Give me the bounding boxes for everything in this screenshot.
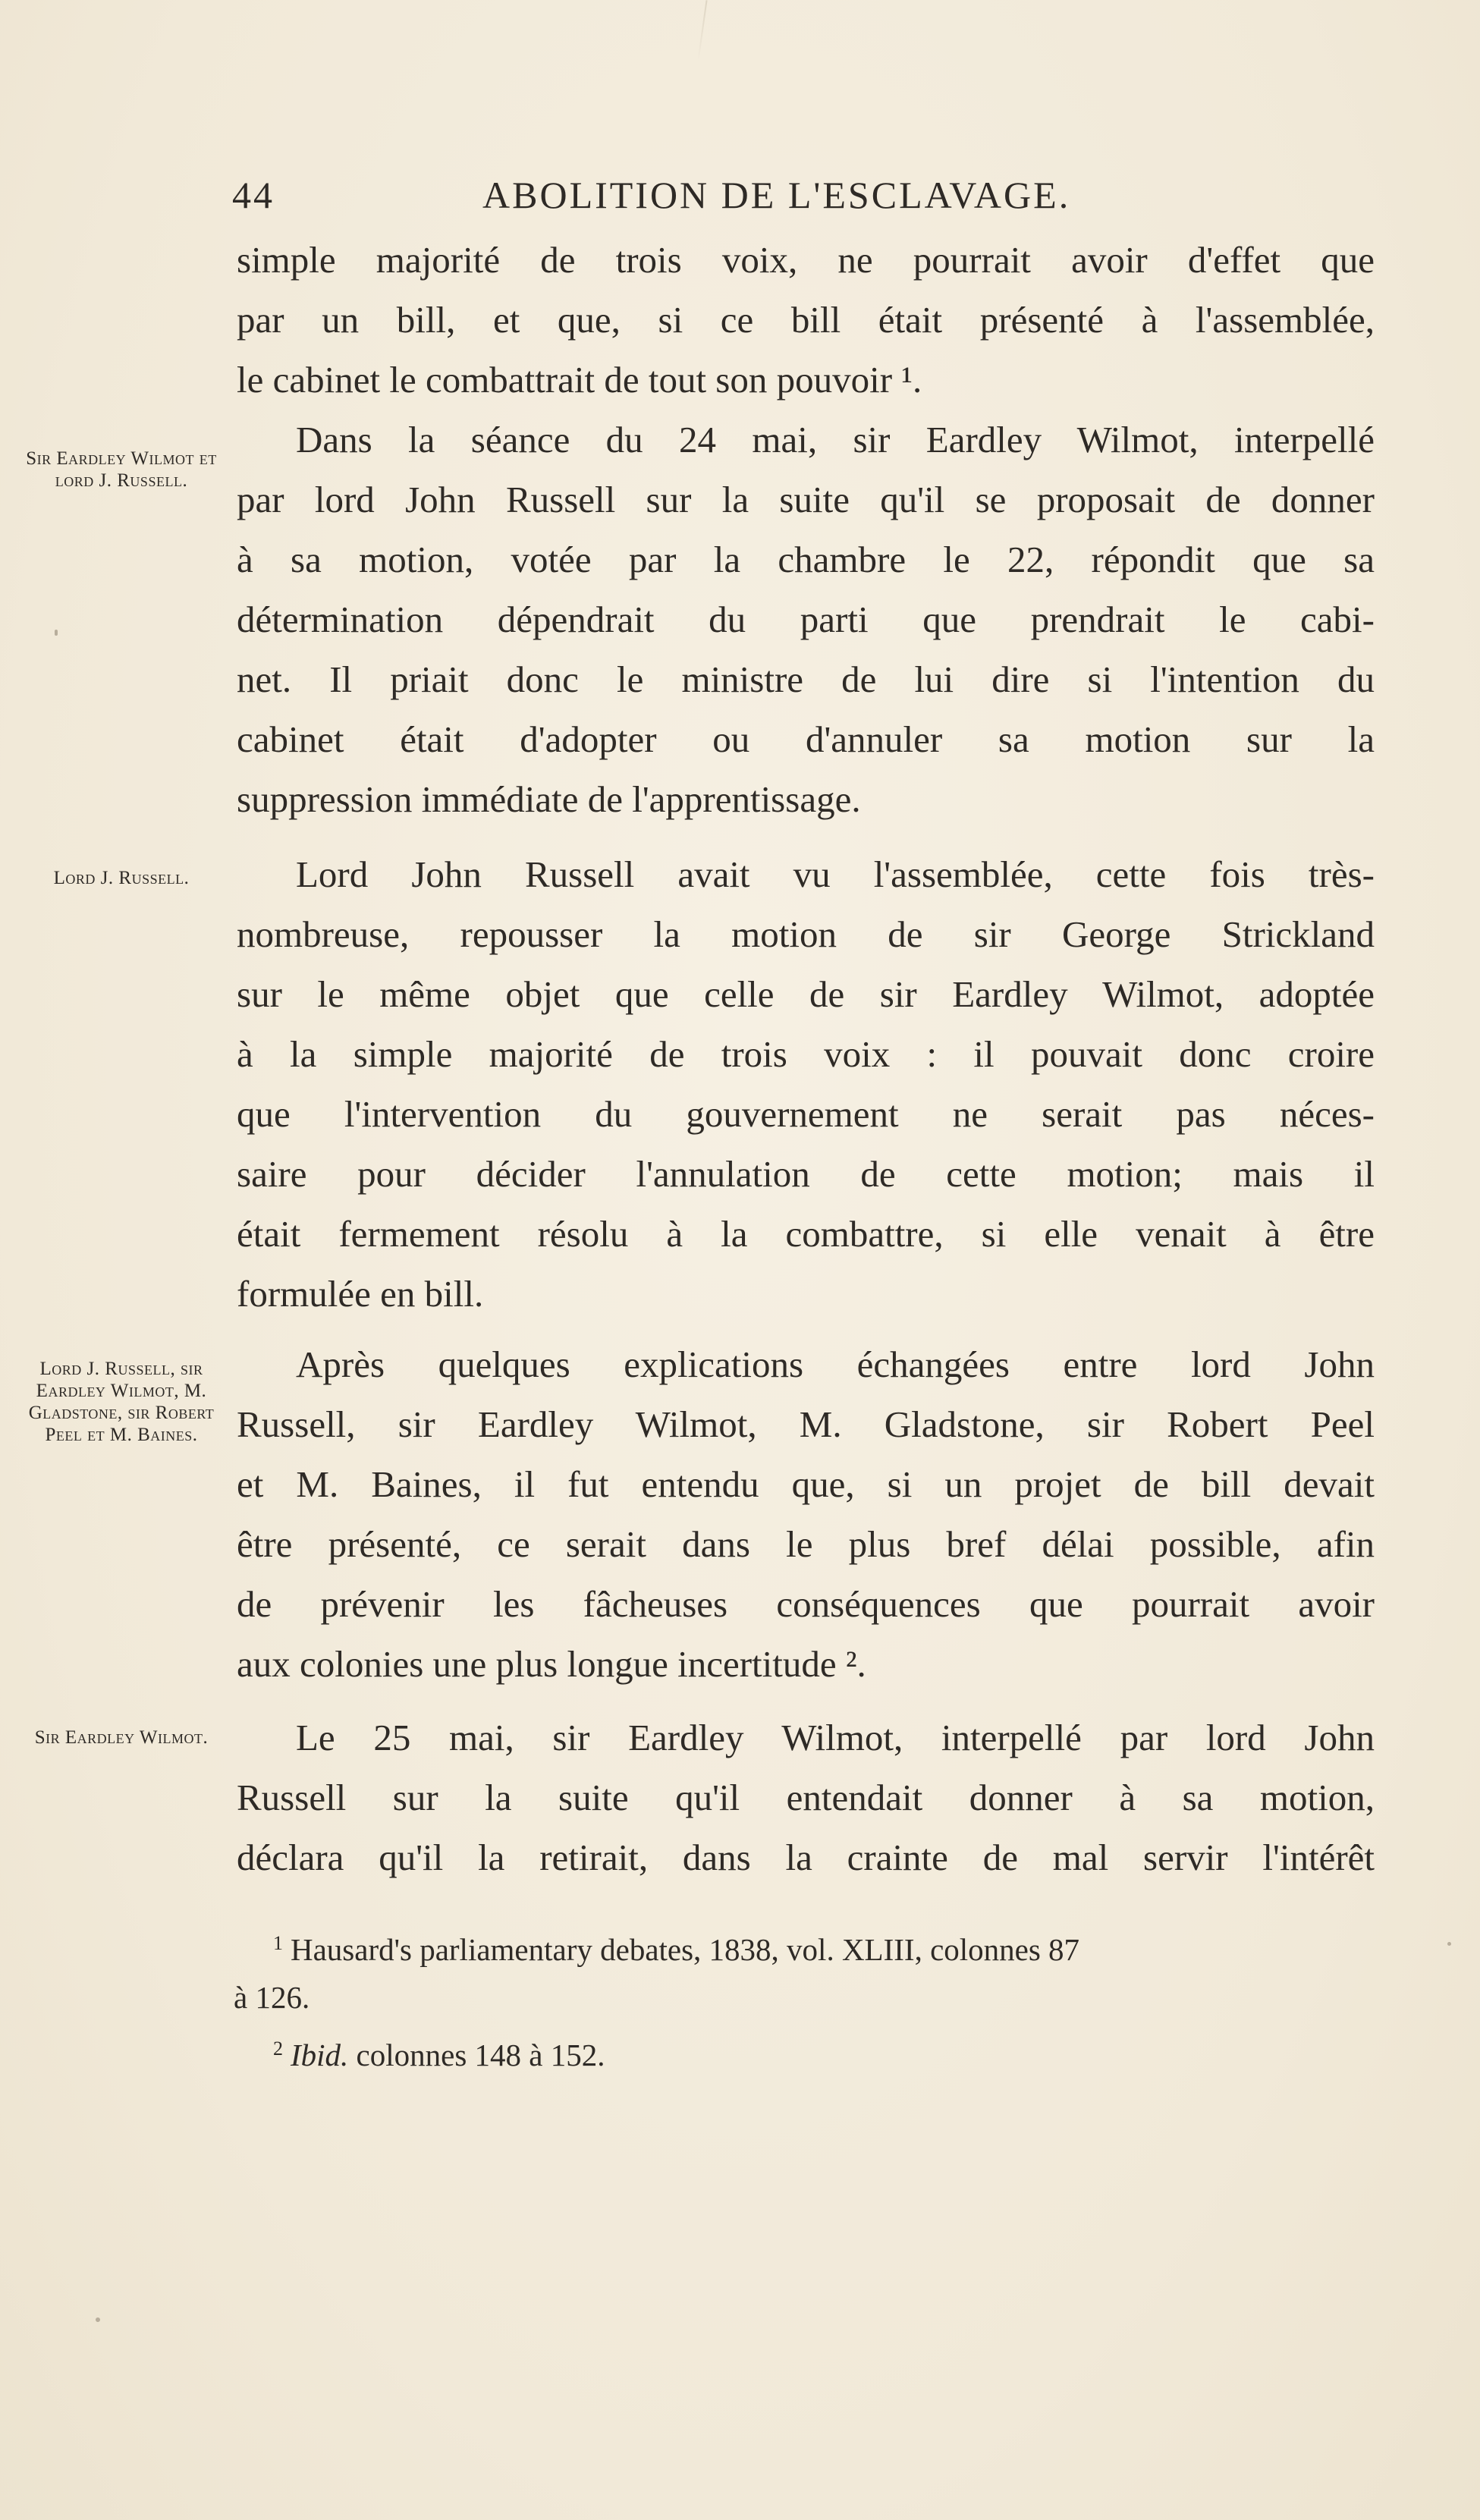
footnote-1 bbox=[273, 1923, 1411, 1970]
margin-note-lord-russell: Lord J. Russell. bbox=[53, 868, 190, 888]
margin-note-eardley-russell: Sir Eardley Wilmot et lord J. Russell. bbox=[26, 448, 217, 491]
body-line: de prévenir les fâcheuses conséquences que pourrait avoir bbox=[237, 1583, 1375, 1625]
margin-note-debate-participants: Lord J. Russell, sir Eardley Wilmot, M. Gladstone, sir Robert Peel et M. Baines. bbox=[28, 1359, 215, 1445]
body-line: formulée en bill. bbox=[237, 1273, 484, 1315]
body-line: par un bill, et que, si ce bill était présenté à l'assemblée, bbox=[237, 299, 1375, 341]
paper-speck bbox=[55, 630, 58, 636]
body-line: détermination dépendrait du parti que prendrait le cabi- bbox=[237, 599, 1375, 640]
footnote-2-ibid: Ibid. bbox=[291, 2038, 349, 2072]
footnote-1-text: Hausard's parliamentary debates, 1838, vol. XLIII, colonnes 87 bbox=[291, 1932, 1080, 1967]
footnote-2 bbox=[273, 2028, 1411, 2075]
body-line: déclara qu'il la retirait, dans la crainte de mal servir l'intérêt bbox=[237, 1837, 1375, 1878]
footnote-1-text-cont: à 126. bbox=[234, 1980, 310, 2015]
footnote-2-mark: 2 bbox=[273, 2038, 283, 2060]
body-line: à la simple majorité de trois voix : il pouvait donc croire bbox=[237, 1033, 1375, 1075]
paper-speck bbox=[96, 2317, 100, 2322]
body-line: aux colonies une plus longue incertitude ². bbox=[237, 1643, 866, 1685]
body-line: Le 25 mai, sir Eardley Wilmot, interpellé par lord John bbox=[296, 1717, 1375, 1758]
footnote-2-text: colonnes 148 à 152. bbox=[348, 2038, 605, 2072]
body-line: était fermement résolu à la combattre, si elle venait à être bbox=[237, 1213, 1375, 1255]
body-line: cabinet était d'adopter ou d'annuler sa motion sur la bbox=[237, 718, 1375, 760]
paper-speck bbox=[1447, 1942, 1451, 1946]
paper-fold-mark bbox=[697, 0, 707, 60]
body-line: Russell, sir Eardley Wilmot, M. Gladstone, sir Robert Peel bbox=[237, 1403, 1375, 1445]
body-line: net. Il priait donc le ministre de lui dire si l'intention du bbox=[237, 658, 1375, 700]
footnote-1-continuation bbox=[234, 1977, 1372, 2018]
body-line: sur le même objet que celle de sir Eardley Wilmot, adoptée bbox=[237, 973, 1375, 1015]
body-line: par lord John Russell sur la suite qu'il se proposait de donner bbox=[237, 479, 1375, 520]
margin-note-eardley-wilmot: Sir Eardley Wilmot. bbox=[34, 1727, 209, 1748]
running-header bbox=[232, 173, 1378, 222]
body-line: être présenté, ce serait dans le plus bref délai possible, afin bbox=[237, 1523, 1375, 1565]
body-line: suppression immédiate de l'apprentissage. bbox=[237, 778, 861, 820]
body-line: saire pour décider l'annulation de cette motion; mais il bbox=[237, 1153, 1375, 1195]
body-line: Russell sur la suite qu'il entendait donner à sa motion, bbox=[237, 1777, 1375, 1818]
body-line: que l'intervention du gouvernement ne serait pas néces- bbox=[237, 1093, 1375, 1135]
body-line: à sa motion, votée par la chambre le 22, répondit que sa bbox=[237, 539, 1375, 580]
body-line: Lord John Russell avait vu l'assemblée, cette fois très- bbox=[296, 853, 1375, 895]
page-number: 44 bbox=[232, 174, 275, 216]
footnote-1-mark: 1 bbox=[273, 1932, 283, 1954]
body-line: nombreuse, repousser la motion de sir George Strickland bbox=[237, 913, 1375, 955]
body-line: et M. Baines, il fut entendu que, si un projet de bill devait bbox=[237, 1463, 1375, 1505]
body-line: le cabinet le combattrait de tout son pouvoir ¹. bbox=[237, 359, 922, 401]
body-line: Après quelques explications échangées entre lord John bbox=[296, 1343, 1375, 1385]
body-line: simple majorité de trois voix, ne pourrait avoir d'effet que bbox=[237, 239, 1375, 281]
body-line: Dans la séance du 24 mai, sir Eardley Wilmot, interpellé bbox=[296, 419, 1375, 460]
running-title: ABOLITION DE L'ESCLAVAGE. bbox=[482, 174, 1071, 216]
